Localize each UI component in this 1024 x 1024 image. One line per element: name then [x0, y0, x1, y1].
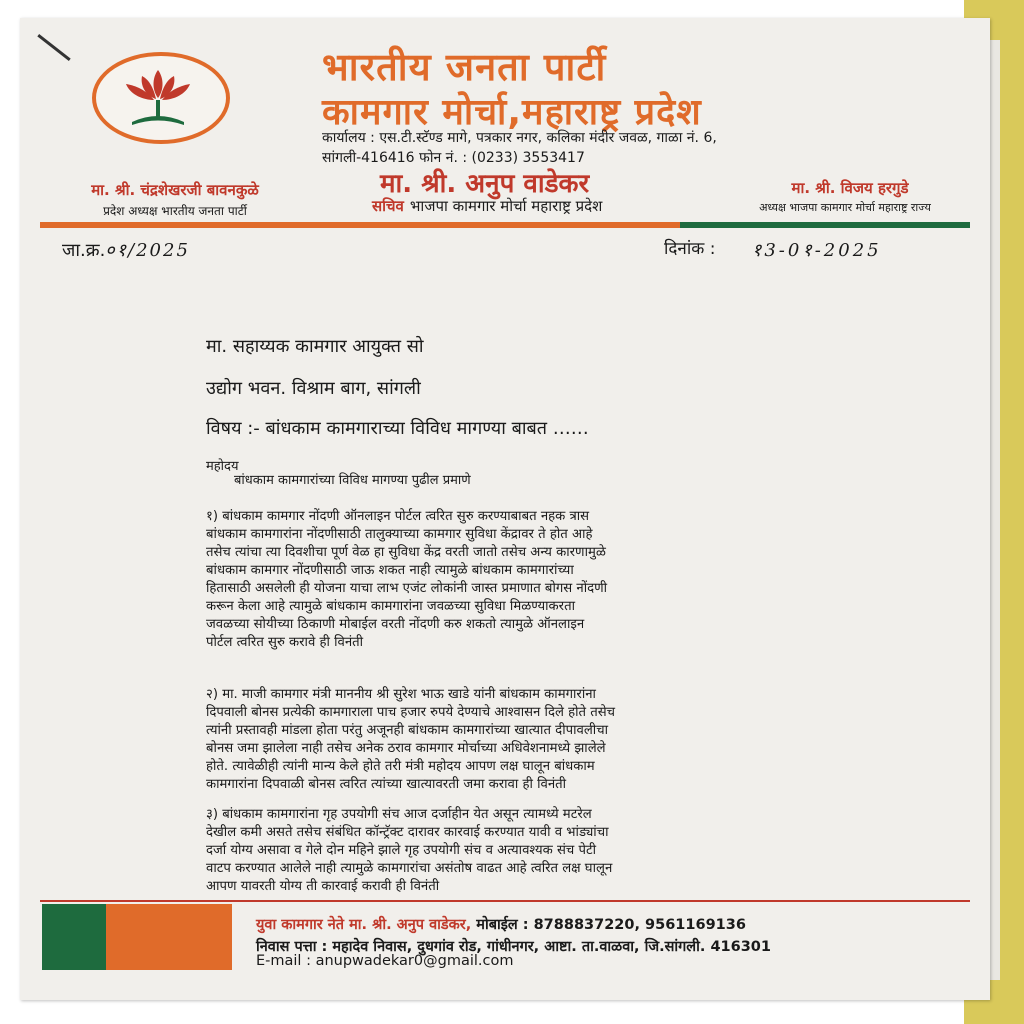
footer-contact [256, 914, 746, 934]
office-address-line2: सांगली-416416 फोन नं. : (0233) 3553417 [322, 150, 585, 166]
demand-paragraph-1 [206, 508, 846, 652]
reference-value: ०१/2025 [105, 240, 190, 261]
paragraph-line: १) बांधकाम कामगार नोंदणी ऑनलाइन पोर्टल त्वरित सुरु करण्याबाबत नहक त्रास [206, 509, 590, 524]
recipient: मा. सहाय्यक कामगार आयुक्त सो [206, 336, 424, 357]
header-band-saffron [40, 222, 680, 228]
recipient-address: उद्योग भवन. विश्राम बाग, सांगली [206, 378, 421, 399]
paragraph-line: त्यांनी प्रस्तावही मांडला होता परंतु अजूनही बांधकाम कामगारांच्या खात्यात दीपावलीचा [206, 723, 608, 738]
intro-line: बांधकाम कामगारांच्या विविध मागण्या पुढील प्रमाणे [234, 473, 471, 488]
paragraph-line: बांधकाम कामगार नोंदणीसाठी जाऊ शकत नाही त्यामुळे बांधकाम कामगारांच्या [206, 563, 574, 578]
party-title: भारतीय जनता पार्टी [322, 45, 607, 89]
sender-role-text: भाजपा कामगार मोर्चा महाराष्ट्र प्रदेश [409, 197, 603, 215]
subject-line: विषय :- बांधकाम कामगाराच्या विविध मागण्या बाबत …… [206, 418, 589, 439]
footer-divider [40, 900, 970, 902]
paragraph-line: दिपवाली बोनस प्रत्येकी कामगाराला पाच हजार रुपये देण्याचे आश्वासन दिले होते तसेच [206, 705, 616, 720]
footer-email: E-mail : anupwadekar0@gmail.com [256, 953, 514, 969]
paragraph-line: बांधकाम कामगारांना नोंदणीसाठी तालुक्याच्या कामगार सुविधा केंद्रावर ते होत आहे [206, 527, 593, 542]
paragraph-line: दर्जा योग्य असावा व गेले दोन महिने झाले गृह उपयोगी संच व अत्यावश्यक संच पेटी [206, 843, 597, 858]
reference-number [62, 238, 190, 262]
office-address-line1: कार्यालय : एस.टी.स्टॅण्ड मागे, पत्रकार नगर, कलिका मंदीर जवळ, गाळा नं. 6, [322, 130, 717, 146]
header-band-green [680, 222, 970, 228]
footer-block-saffron [106, 904, 232, 970]
paragraph-line: २) मा. माजी कामगार मंत्री माननीय श्री सुरेश भाऊ खाडे यांनी बांधकाम कामगारांना [206, 687, 596, 702]
paragraph-line: वाटप करण्यात आलेले नाही त्यामुळे कामगारांचा असंतोष वाढत आहे त्वरित लक्ष घालून [206, 861, 613, 876]
sender-role [372, 196, 602, 216]
paragraph-line: बोनस जमा झालेला नाही तसेच अनेक ठराव कामगार मोर्चाच्या अधिवेशनामध्ये झालेले [206, 741, 606, 756]
left-dignitary-role: प्रदेश अध्यक्ष भारतीय जनता पार्टी [103, 204, 247, 218]
footer-block-green [42, 904, 106, 970]
paragraph-line: पोर्टल त्वरित सुरु करावे ही विनंती [206, 635, 364, 650]
paragraph-line: हितासाठी असलेली ही योजना याचा लाभ एजंट लोकांनी जास्त प्रमाणात बोगस नोंदणी [206, 581, 608, 596]
reference-label: जा.क्र. [62, 240, 106, 261]
paragraph-line: कामगारांना दिपवाळी बोनस त्वरित त्यांच्या खात्यावरती जमा करावा ही विनंती [206, 777, 567, 792]
sender-name: मा. श्री. अनुप वाडेकर [380, 169, 590, 199]
footer-leader: युवा कामगार नेते मा. श्री. अनुप वाडेकर, [256, 917, 472, 933]
left-dignitary-name: मा. श्री. चंद्रशेखरजी बावनकुळे [91, 181, 259, 199]
right-dignitary-name: मा. श्री. विजय हरगुडे [791, 179, 909, 197]
paragraph-line: होते. त्यावेळीही त्यांनी मान्य केले होते तरी मंत्री महोदय आपण लक्ष घालून बांधकाम [206, 759, 595, 774]
wing-title: कामगार मोर्चा,महाराष्ट्र प्रदेश [322, 92, 702, 133]
paragraph-line: तसेच त्यांचा त्या दिवशीचा पूर्ण वेळ हा सुविधा केंद्र वरती जातो तसेच अन्य कारणामुळे [206, 545, 606, 560]
date-label: दिनांक : [664, 239, 716, 259]
paragraph-line: जवळच्या सोयीच्या ठिकाणी मोबाईल वरती नोंदणी करु शकतो त्यामुळे ऑनलाइन [206, 617, 585, 632]
lotus-icon [118, 64, 198, 130]
date-value: १3-0१-2025 [752, 240, 882, 261]
footer-residence: निवास पत्ता : महादेव निवास, दुधगांव रोड, गांधीनगर, आष्टा. ता.वाळवा, जि.सांगली. 416301 [256, 939, 771, 955]
demand-paragraph-2 [206, 686, 846, 794]
paragraph-line: आपण यावरती योग्य ती कारवाई करावी ही विनंती [206, 879, 440, 894]
right-dignitary-role: अध्यक्ष भाजपा कामगार मोर्चा महाराष्ट्र राज्य [759, 201, 931, 214]
footer-mobile: मोबाईल : 8788837220, 9561169136 [476, 917, 746, 933]
paragraph-line: देखील कमी असते तसेच संबंधित कॉन्ट्रॅक्ट दारावर कारवाई करण्यात यावी व भांड्यांचा [206, 825, 609, 840]
sender-role-prefix: सचिव [372, 197, 404, 215]
salutation: महोदय [206, 459, 239, 474]
paragraph-line: ३) बांधकाम कामगारांना गृह उपयोगी संच आज दर्जाहीन येत असून त्यामध्ये मटरेल [206, 807, 592, 822]
demand-paragraph-3 [206, 806, 846, 896]
paragraph-line: करून केला आहे त्यामुळे बांधकाम कामगारांना जवळच्या सुविधा मिळण्याकरता [206, 599, 576, 614]
